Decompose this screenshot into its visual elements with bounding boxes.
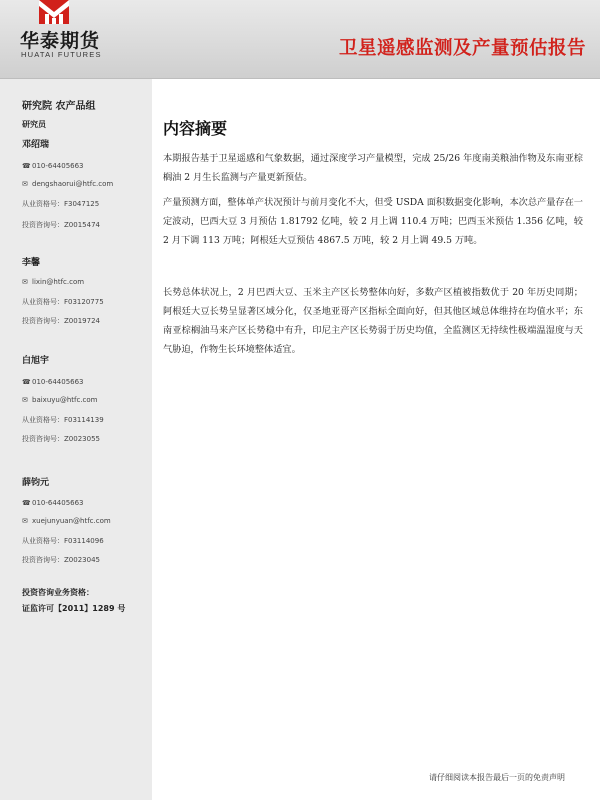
mail-icon: ✉ xyxy=(22,517,28,525)
report-title: 卫星遥感监测及产量预估报告 xyxy=(338,38,586,59)
analyst-phone: ☎010-64405663 xyxy=(22,499,84,507)
page-header xyxy=(0,0,600,79)
analyst-license: 从业资格号：F03114139 xyxy=(22,416,104,424)
phone-icon: ☎ xyxy=(22,162,31,170)
analyst-advisory: 投资咨询号：Z0019724 xyxy=(22,317,100,325)
analyst-advisory: 投资咨询号：Z0015474 xyxy=(22,221,100,229)
department-label: 研究院 农产品组 xyxy=(22,101,96,112)
role-label: 研究员 xyxy=(22,120,46,129)
summary-paragraph: 本期报告基于卫星遥感和气象数据，通过深度学习产量模型，完成 25/26 年度南美粮油作物及东南亚棕榈油 2 月生长监测与产量更新预估。 xyxy=(163,153,583,183)
analyst-name: 薛钧元 xyxy=(22,478,50,488)
huatai-logo-icon xyxy=(36,0,72,26)
analyst-phone: ☎010-64405663 xyxy=(22,378,84,386)
section-title: 内容摘要 xyxy=(163,119,228,138)
analyst-email[interactable]: ✉ dengshaorui@htfc.com xyxy=(22,180,114,188)
analyst-name: 李馨 xyxy=(22,258,41,268)
qualification-value: 证监许可【2011】1289 号 xyxy=(22,604,126,613)
disclaimer-note: 请仔细阅读本报告最后一页的免责声明 xyxy=(429,773,565,782)
logo-text-cn: 华泰期货 xyxy=(20,30,101,52)
analyst-license: 从业资格号：F03120775 xyxy=(22,298,104,306)
analyst-license: 从业资格号：F3047125 xyxy=(22,200,100,208)
analyst-name: 邓绍瑞 xyxy=(22,140,50,150)
analyst-email[interactable]: ✉ lixin@htfc.com xyxy=(22,278,85,286)
logo-text-en: HUATAI FUTURES xyxy=(21,50,102,59)
summary-paragraph: 产量预测方面，整体单产状况预计与前月变化不大，但受 USDA 面积数据变化影响，本次总产量存在一定波动，巴西大豆 3 月预估 1.81792 亿吨，较 2 月上调 110.4 万吨；巴西玉米预估 1.356 亿吨，较 2 月下调 113 万吨；阿根廷大豆预估 4867.5 万吨，较 2 月上调 49.5 万吨。 xyxy=(163,197,583,246)
analyst-phone: ☎010-64405663 xyxy=(22,162,84,170)
mail-icon: ✉ xyxy=(22,278,28,286)
analyst-advisory: 投资咨询号：Z0023045 xyxy=(22,556,100,564)
analyst-advisory: 投资咨询号：Z0023055 xyxy=(22,435,100,443)
phone-icon: ☎ xyxy=(22,499,31,507)
mail-icon: ✉ xyxy=(22,180,28,188)
analyst-license: 从业资格号：F03114096 xyxy=(22,537,104,545)
qualification-label: 投资咨询业务资格： xyxy=(22,588,94,597)
analyst-sidebar xyxy=(0,79,152,800)
mail-icon: ✉ xyxy=(22,396,28,404)
summary-paragraph: 长势总体状况上，2 月巴西大豆、玉米主产区长势整体向好，多数产区植被指数优于 20 年历史同期；阿根廷大豆长势呈显著区域分化，仅圣地亚哥产区指标全面向好，但其他区域总体维持在均值水平；东南亚棕榈油马来产区长势稳中有升，印尼主产区长势弱于历史均值，全监测区无持续性极端温湿度与天气胁迫，作物生长环境整体适宜。 xyxy=(163,287,583,355)
analyst-email[interactable]: ✉ xuejunyuan@htfc.com xyxy=(22,517,111,525)
analyst-name: 白旭宇 xyxy=(22,356,50,366)
analyst-email[interactable]: ✉ baixuyu@htfc.com xyxy=(22,396,98,404)
phone-icon: ☎ xyxy=(22,378,31,386)
